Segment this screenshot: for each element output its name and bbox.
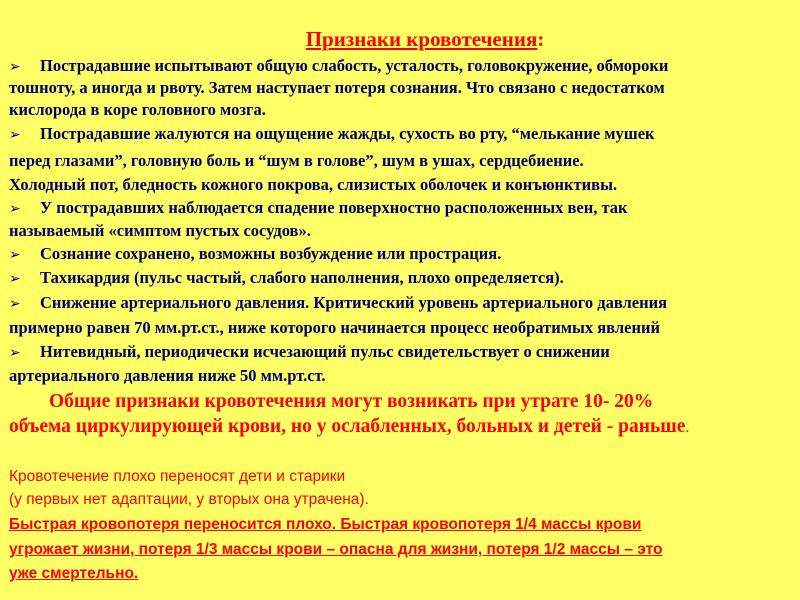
bullet-line-veins (9, 198, 628, 219)
line-text: Пострадавшие жалуются на ощущение жажды, сухость во рту, “мелькание мушек (40, 124, 655, 143)
line-text: Снижение артериального давления. Критический уровень артериального давления (40, 293, 668, 312)
bullet-line-thirst (9, 124, 655, 145)
text-line: кислорода в коре головного мозга. (9, 100, 266, 119)
bullet-line-pulse (9, 342, 610, 363)
arrow-bullet-icon: ➢ (9, 271, 21, 287)
bullet-line-weakness (9, 56, 668, 77)
note-line-1: Кровотечение плохо переносят дети и старики (9, 468, 346, 485)
text-line: тошноту, а иногда и рвоту. Затем наступает потеря сознания. Что связано с недостатком (9, 78, 665, 97)
slide-title-colon: : (537, 27, 545, 51)
line-text: У пострадавших наблюдается спадение поверхностно расположенных вен, так (40, 198, 628, 217)
general-signs-period: . (685, 419, 690, 436)
bullet-line-pressure (9, 293, 667, 314)
general-signs-text: объема циркулирующей крови, но у ослабленных, больных и детей - раньше (9, 416, 686, 437)
arrow-bullet-icon: ➢ (9, 345, 21, 361)
arrow-bullet-icon: ➢ (9, 247, 21, 263)
arrow-bullet-icon: ➢ (9, 201, 21, 217)
general-signs-line-1: Общие признаки кровотечения могут возникать при утрате 10- 20% (49, 391, 654, 412)
line-text: Сознание сохранено, возможны возбуждение или прострация. (40, 244, 502, 263)
arrow-bullet-icon: ➢ (9, 127, 21, 143)
note-line-2: (у первых нет адаптации, у вторых она утрачена). (9, 491, 369, 508)
bullet-line-consciousness (9, 244, 501, 265)
warning-line-1: Быстрая кровопотеря переносится плохо. Быстрая кровопотеря 1/4 массы крови (9, 516, 642, 533)
arrow-bullet-icon: ➢ (9, 296, 21, 312)
slide-title (0, 26, 800, 52)
text-line: Холодный пот, бледность кожного покрова, слизистых оболочек и конъюнктивы. (9, 175, 618, 194)
warning-line-3: уже смертельно. (9, 565, 139, 582)
arrow-bullet-icon: ➢ (9, 59, 21, 75)
line-text: Нитевидный, периодически исчезающий пульс свидетельствует о снижении (40, 342, 610, 361)
slide-title-text: Признаки кровотечения (305, 27, 538, 51)
text-line: называемый «симптом пустых сосудов». (9, 221, 311, 240)
bullet-line-tachycardia (9, 268, 564, 289)
text-line: примерно равен 70 мм.рт.ст., ниже которого начинается процесс необратимых явлений (9, 318, 660, 337)
warning-line-2: угрожает жизни, потеря 1/3 массы крови – опасна для жизни, потеря 1/2 массы – это (9, 541, 663, 558)
general-signs-line-2 (9, 415, 689, 440)
line-text: Пострадавшие испытывают общую слабость, усталость, головокружение, обмороки (40, 56, 669, 75)
text-line: артериального давления ниже 50 мм.рт.ст. (9, 366, 326, 385)
line-text: Тахикардия (пульс частый, слабого наполнения, плохо определяется). (40, 268, 564, 287)
text-line: перед глазами”, головную боль и “шум в голове”, шум в ушах, сердцебиение. (9, 151, 584, 170)
